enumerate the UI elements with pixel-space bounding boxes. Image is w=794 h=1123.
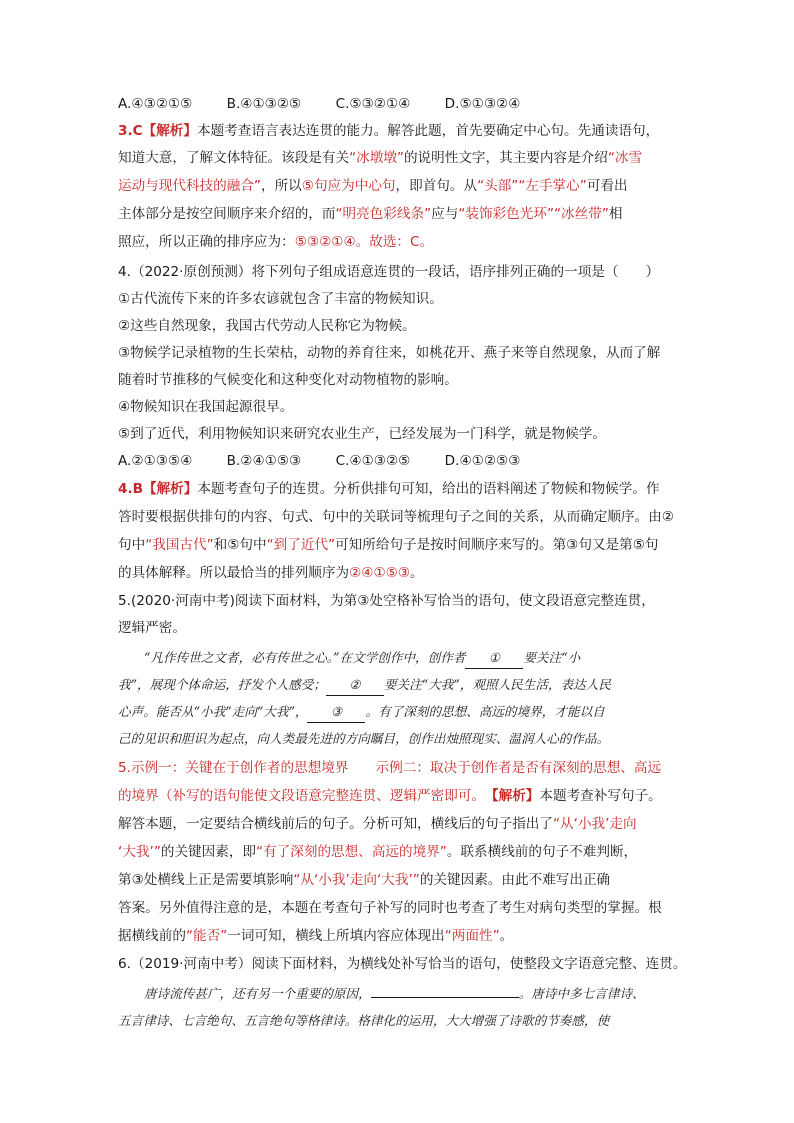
- q3-option-c: C.⑤③②①④: [335, 96, 411, 112]
- q5-blank-2: ②: [326, 675, 384, 696]
- q4-stem: 4.（2022·原创预测）将下列句子组成语意连贯的一段话，语序排列正确的一项是（ ）: [118, 264, 660, 280]
- q4-option-c: C.④①③②⑤: [335, 453, 411, 469]
- q5-answer-line: 5.示例一：关键在于创作者的思想境界 示例二：取决于创作者是否有深刻的思想、高远: [118, 760, 662, 776]
- q5-blank-3: ③: [307, 702, 365, 723]
- q5-answer-line: 据横线前的“能否”一词可知，横线上所填内容应体现出“两面性”。: [118, 928, 514, 944]
- q5-passage-line: 心声。能否从“小我”走向“大我”， ③ 。有了深刻的思想、高远的境界，才能以自: [118, 702, 678, 723]
- q5-passage-line: “凡作传世之文者，必有传世之心。”在文学创作中，创作者 ① 要关注“小: [144, 648, 704, 669]
- q4-sentence-3: ③物候学记录植物的生长荣枯，动物的养育往来，如桃花开、燕子来等自然现象，从而了解: [118, 345, 661, 361]
- q3-option-d: D.⑤①③②④: [444, 96, 521, 112]
- q3-answer-line: 知道大意，了解文体特征。该段是有关“冰墩墩”的说明性文字，其主要内容是介绍“冰雪: [118, 150, 643, 166]
- q4-option-a: A.②①③⑤④: [118, 453, 193, 469]
- q5-answer-line: 解答本题，一定要结合横线前后的句子。分析可知，横线后的句子指出了“从‘小我’走向: [118, 816, 637, 832]
- q4-answer-line: 句中“我国古代”和⑤句中“到了近代”可知所给句子是按时间顺序来写的。第③句又是第⑤句: [118, 537, 659, 553]
- q3-options: [118, 94, 678, 114]
- q3-answer-line: 主体部分是按空间顺序来介绍的，而“明亮色彩线条”应与“装饰彩色光环”“冰丝带”相: [118, 206, 623, 222]
- q6-stem: 6.（2019·河南中考）阅读下面材料，为横线处补写恰当的语句，使整段文字语意完整、连贯。: [118, 956, 687, 972]
- q5-stem: 5.(2020·河南中考)阅读下面材料，为第③处空格补写恰当的语句，使文段语意完整连贯，: [118, 593, 655, 609]
- q5-passage-line: 我”，展现个体命运，抒发个人感受； ② 要关注“大我”，观照人民生活，表达人民: [118, 675, 678, 696]
- q4-option-d: D.④①②⑤③: [444, 453, 521, 469]
- q5-answer-line: ‘大我’”的关键因素，即“有了深刻的思想、高远的境界”。联系横线前的句子不难判断，: [118, 844, 638, 860]
- q4-sentence-4: ④物候知识在我国起源很早。: [118, 399, 294, 415]
- q4-sentence-2: ②这些自然现象，我国古代劳动人民称它为物候。: [118, 318, 416, 334]
- q4-sentence-5: ⑤到了近代，利用物候知识来研究农业生产，已经发展为一门科学，就是物候学。: [118, 426, 606, 442]
- q4-options: [118, 451, 678, 471]
- q6-passage-line: 唐诗流传甚广，还有另一个重要的原因， 。唐诗中多七言律诗、: [144, 983, 704, 1004]
- q3-answer-line: 运动与现代科技的融合”，所以⑤句应为中心句，即首句。从“头部”“左手掌心”可看出: [118, 178, 628, 194]
- q4-sentence-3-cont: 随着时节推移的气候变化和这种变化对动物植物的影响。: [118, 372, 458, 388]
- q6-blank: [371, 983, 519, 998]
- q4-sentence-1: ①古代流传下来的许多农谚就包含了丰富的物候知识。: [118, 291, 443, 307]
- q5-answer-line: 的境界（补写的语句能使文段语意完整连贯、逻辑严密即可。 【解析】本题考查补写句子。: [118, 788, 662, 804]
- q5-passage-line: 己的见识和胆识为起点，向人类最先进的方向瞩目，创作出烛照现实、温润人心的作品。: [118, 731, 610, 746]
- q6-passage-line: 五言律诗、七言绝句、五言绝句等格律诗。格律化的运用，大大增强了诗歌的节奏感，使: [118, 1013, 610, 1028]
- q4-answer-line: 答时要根据供排句的内容、句式、句中的关联词等梳理句子之间的关系，从而确定顺序。由②: [118, 509, 674, 525]
- q3-answer-line: 3.C【解析】本题考查语言表达连贯的能力。解答此题，首先要确定中心句。先通读语句，: [118, 123, 660, 139]
- q5-stem-cont: 逻辑严密。: [118, 620, 186, 636]
- q4-answer-line: 4.B【解析】本题考查句子的连贯。分析供排句可知，给出的语料阐述了物候和物候学。作: [118, 481, 660, 497]
- q4-option-b: B.②④①⑤③: [226, 453, 302, 469]
- q5-answer-line: 答案。另外值得注意的是，本题在考查句子补写的同时也考查了考生对病句类型的掌握。根: [118, 900, 662, 916]
- q3-option-a: A.④③②①⑤: [118, 96, 193, 112]
- answer-tag: 【解析】: [491, 788, 540, 804]
- q4-answer-line: 的具体解释。所以最恰当的排列顺序为②④①⑤③。: [118, 565, 424, 581]
- q5-blank-1: ①: [465, 648, 523, 669]
- answer-tag: 4.B【解析】: [118, 481, 198, 497]
- q5-answer-line: 第③处横线上正是需要填影响“从‘小我’走向‘大我’”的关键因素。由此不难写出正确: [118, 872, 611, 888]
- q3-option-b: B.④①③②⑤: [226, 96, 302, 112]
- q3-answer-line: 照应，所以正确的排序应为：⑤③②①④。故选：C。: [118, 234, 434, 250]
- answer-tag: 3.C【解析】: [118, 123, 197, 139]
